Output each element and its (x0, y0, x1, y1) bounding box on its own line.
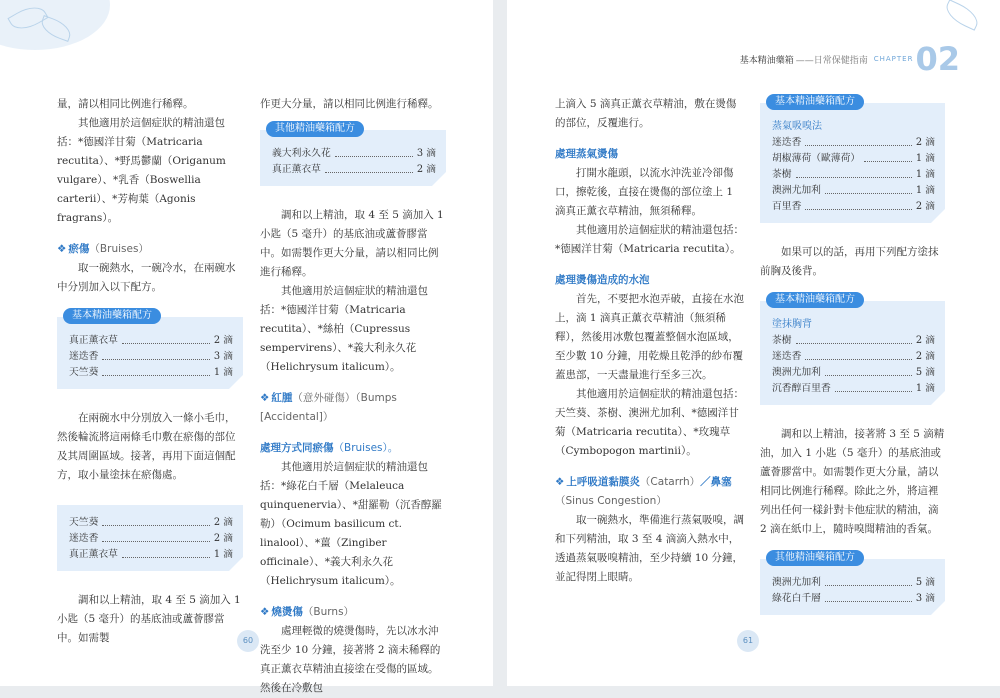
paragraph: 調和以上精油，接著將 3 至 5 滴精油，加入 1 小匙（5 毫升）的基底油或蘆薈膠當中。如需製作更大分量，請以相同比例進行稀釋。除此之外，將這裡列出任何一樣針對卡他症狀的精油，滴 2 滴在紙巾上，隨時嗅聞精油的香氣。 (760, 428, 945, 535)
drop-count: 1 滴 (213, 367, 233, 378)
drop-count: 1 滴 (213, 549, 233, 560)
recipe-tag: 其他精油藥箱配方 (766, 550, 864, 566)
oil-name: 真正薰衣草 (69, 549, 118, 560)
section-heading: ❖ 燒燙傷（Burns） (260, 606, 355, 618)
page-number: 60 (237, 630, 259, 652)
leader-dots (102, 365, 209, 376)
recipe-row (772, 575, 935, 591)
drop-count: 2 滴 (915, 137, 935, 148)
recipe-row (69, 547, 233, 563)
paragraph: 其他適用於這個症狀的精油還包括：*德國洋甘菊（Matricaria recutita）。 (555, 224, 744, 255)
recipe-row (772, 365, 935, 381)
recipe-row (772, 151, 935, 167)
recipe-row (772, 167, 935, 183)
paragraph: 取一碗熱水，一碗冷水，在兩碗水中分別加入以下配方。 (57, 262, 236, 293)
recipe-row (772, 135, 935, 151)
paragraph: 其他適用於這個症狀的精油還包括：*德國洋甘菊（Matricaria recutita）、*絲柏（Cupressus sempervirens）、*義大利永久花（Helichrysum italicum）。 (260, 285, 428, 373)
leader-dots (325, 162, 413, 173)
leader-dots (102, 349, 209, 360)
leader-dots (864, 151, 912, 162)
running-header (740, 40, 960, 78)
drop-count: 5 滴 (915, 367, 935, 378)
diamond-icon: ❖ (57, 243, 67, 255)
paragraph: 其他適用於這個症狀的精油還包括：*綠花白千層（Melaleuca quinquenervia）、*甜羅勒（沉香醇羅勒）（Ocimum basilicum ct. linalool）、*薑（Zingiber officinale）、*義大利永久花（Helichrysum italicum）。 (260, 461, 442, 587)
text-column-2 (260, 95, 446, 698)
chapter-number: 02 (915, 40, 960, 78)
subheading: 處理蒸氣燙傷 (555, 148, 618, 160)
left-page (0, 0, 493, 694)
recipe-row (272, 162, 436, 178)
recipe-row (772, 349, 935, 365)
paragraph: 打開水龍頭，以流水沖洗並冷卻傷口，擦乾後，直接在燙傷的部位塗上 1 滴真正薰衣草精油，無須稀釋。 (555, 167, 734, 217)
recipe-box (57, 505, 243, 571)
paragraph: 作更大分量，請以相同比例進行稀釋。 (260, 98, 439, 110)
recipe-tag: 基本精油藥箱配方 (766, 94, 864, 110)
oil-name: 綠花白千層 (772, 593, 821, 604)
drop-count: 2 滴 (213, 335, 233, 346)
drop-count: 5 滴 (915, 577, 935, 588)
subheading: 處理燙傷造成的水泡 (555, 274, 650, 286)
diamond-icon: ❖ (260, 606, 270, 618)
right-page (507, 0, 1000, 686)
leader-dots (796, 333, 912, 344)
drop-count: 1 滴 (915, 153, 935, 164)
drop-count: 1 滴 (915, 185, 935, 196)
recipe-row (772, 333, 935, 349)
header-title: 基本精油藥箱 (739, 55, 794, 66)
leader-dots (796, 167, 912, 178)
paragraph: 其他適用於這個症狀的精油還包括：*德國洋甘菊（Matricaria recutita）、*野馬鬱蘭（Origanum vulgare）、*乳香（Boswellia carterii）、*芳枸葉（Agonis fragrans）。 (57, 117, 226, 224)
recipe-box (760, 96, 945, 223)
header-subtitle: ——日常保健指南 (795, 55, 868, 66)
oil-name: 迷迭香 (69, 351, 99, 362)
leader-dots (805, 349, 911, 360)
recipe-row (69, 349, 233, 365)
recipe-row (772, 591, 935, 607)
recipe-title: 蒸氣吸嗅法 (772, 121, 822, 132)
text-column-4 (760, 95, 945, 623)
oil-name: 真正薰衣草 (69, 335, 118, 346)
drop-count: 2 滴 (915, 335, 935, 346)
drop-count: 2 滴 (915, 201, 935, 212)
recipe-box (260, 123, 446, 186)
section-heading: ❖ 紅腫（意外碰傷）（Bumps [Accidental]） (260, 392, 397, 423)
paragraph: 調和以上精油，取 4 至 5 滴加入 1 小匙（5 毫升）的基底油或蘆薈膠當中。如需製作更大分量，請以相同比例進行稀釋。 (260, 209, 444, 278)
paragraph: 首先，不要把水泡弄破，直接在水泡上，滴 1 滴真正薰衣草精油（無須稀釋），然後用冰敷包覆蓋整個水泡區域，至少數 10 分鐘，用乾燥且乾淨的紗布覆蓋患部，一天盡量進行至多三次。 (555, 293, 744, 381)
recipe-tag: 其他精油藥箱配方 (266, 121, 364, 137)
section-heading: ❖ 瘀傷（Bruises） (57, 243, 149, 255)
recipe-row (772, 183, 935, 199)
diamond-icon: ❖ (260, 392, 270, 404)
leader-dots (825, 183, 912, 194)
leader-dots (335, 146, 413, 157)
recipe-box (57, 310, 243, 389)
oil-name: 迷迭香 (772, 137, 802, 148)
paragraph: 上滴入 5 滴真正薰衣草精油，敷在燙傷的部位，反覆進行。 (555, 98, 737, 129)
paragraph: 調和以上精油，取 4 至 5 滴加入 1 小匙（5 毫升）的基底油或蘆薈膠當中。如需製 (57, 594, 241, 644)
paragraph: 處理輕微的燒燙傷時，先以冰水沖洗至少 10 分鐘，接著將 2 滴未稀釋的真正薰衣草精油直接塗在受傷的區域。然後在冷敷包 (260, 625, 441, 694)
drop-count: 2 滴 (213, 517, 233, 528)
leader-dots (805, 199, 911, 210)
oil-name: 迷迭香 (69, 533, 99, 544)
recipe-tag: 基本精油藥箱配方 (63, 308, 161, 324)
recipe-box (760, 294, 945, 405)
diamond-icon: ❖ (555, 476, 565, 488)
page-number: 61 (737, 630, 759, 652)
recipe-row (69, 333, 233, 349)
oil-name: 沉香醇百里香 (772, 383, 831, 394)
oil-name: 澳洲尤加利 (772, 367, 821, 378)
recipe-row (69, 515, 233, 531)
leader-dots (825, 365, 912, 376)
oil-name: 茶樹 (772, 335, 792, 346)
leader-dots (825, 591, 912, 602)
drop-count: 1 滴 (915, 169, 935, 180)
paragraph: 在兩碗水中分別放入一條小毛巾，然後輪流將這兩條毛巾敷在瘀傷的部位及其周圍區域。接著，再用下面這個配方，取小量塗抹在瘀傷處。 (57, 412, 236, 481)
paragraph: 如果可以的話，再用下列配方塗抹前胸及後背。 (760, 246, 939, 277)
oil-name: 茶樹 (772, 169, 792, 180)
section-heading: ❖ 上呼吸道黏膜炎（Catarrh）／鼻塞 （Sinus Congestion） (555, 476, 732, 507)
leader-dots (102, 515, 209, 526)
drop-count: 3 滴 (213, 351, 233, 362)
oil-name: 百里香 (772, 201, 802, 212)
oil-name: 天竺葵 (69, 517, 99, 528)
leaf-icon (942, 0, 982, 31)
recipe-tag: 基本精油藥箱配方 (766, 292, 864, 308)
drop-count: 3 滴 (915, 593, 935, 604)
recipe-row (69, 365, 233, 381)
oil-name: 澳洲尤加利 (772, 577, 821, 588)
oil-name: 澳洲尤加利 (772, 185, 821, 196)
leader-dots (102, 531, 209, 542)
recipe-row (69, 531, 233, 547)
drop-count: 2 滴 (416, 164, 436, 175)
subheading: 處理方式同瘀傷（Bruises）。 (260, 442, 399, 454)
text-column-1 (57, 95, 243, 648)
recipe-row (772, 199, 935, 215)
recipe-row (772, 381, 935, 397)
paragraph: 其他適用於這個症狀的精油還包括：天竺葵、茶樹、澳洲尤加利、*德國洋甘菊（Matricaria recutita）、*玫瑰草（Cymbopogon martinii）。 (555, 388, 744, 457)
drop-count: 2 滴 (213, 533, 233, 544)
oil-name: 迷迭香 (772, 351, 802, 362)
drop-count: 1 滴 (915, 383, 935, 394)
leader-dots (825, 575, 912, 586)
drop-count: 2 滴 (915, 351, 935, 362)
paragraph: 取一碗熱水，準備進行蒸氣吸嗅，調和下列精油，取 3 至 4 滴滴入熱水中，透過蒸氣吸嗅精油，至少持續 10 分鐘，並記得閉上眼睛。 (555, 514, 744, 583)
recipe-row (272, 146, 436, 162)
oil-name: 天竺葵 (69, 367, 99, 378)
oil-name: 義大利永久花 (272, 148, 331, 159)
oil-name: 胡椒薄荷（歐薄荷） (772, 153, 861, 164)
leader-dots (122, 333, 210, 344)
leader-dots (805, 135, 911, 146)
leader-dots (835, 381, 912, 392)
text-column-3 (555, 95, 745, 587)
chapter-label: CHAPTER (873, 55, 914, 63)
leader-dots (122, 547, 210, 558)
drop-count: 3 滴 (416, 148, 436, 159)
recipe-title: 塗抹胸背 (772, 319, 812, 330)
paragraph: 量，請以相同比例進行稀釋。 (57, 98, 194, 110)
oil-name: 真正薰衣草 (272, 164, 321, 175)
recipe-box (760, 552, 945, 615)
